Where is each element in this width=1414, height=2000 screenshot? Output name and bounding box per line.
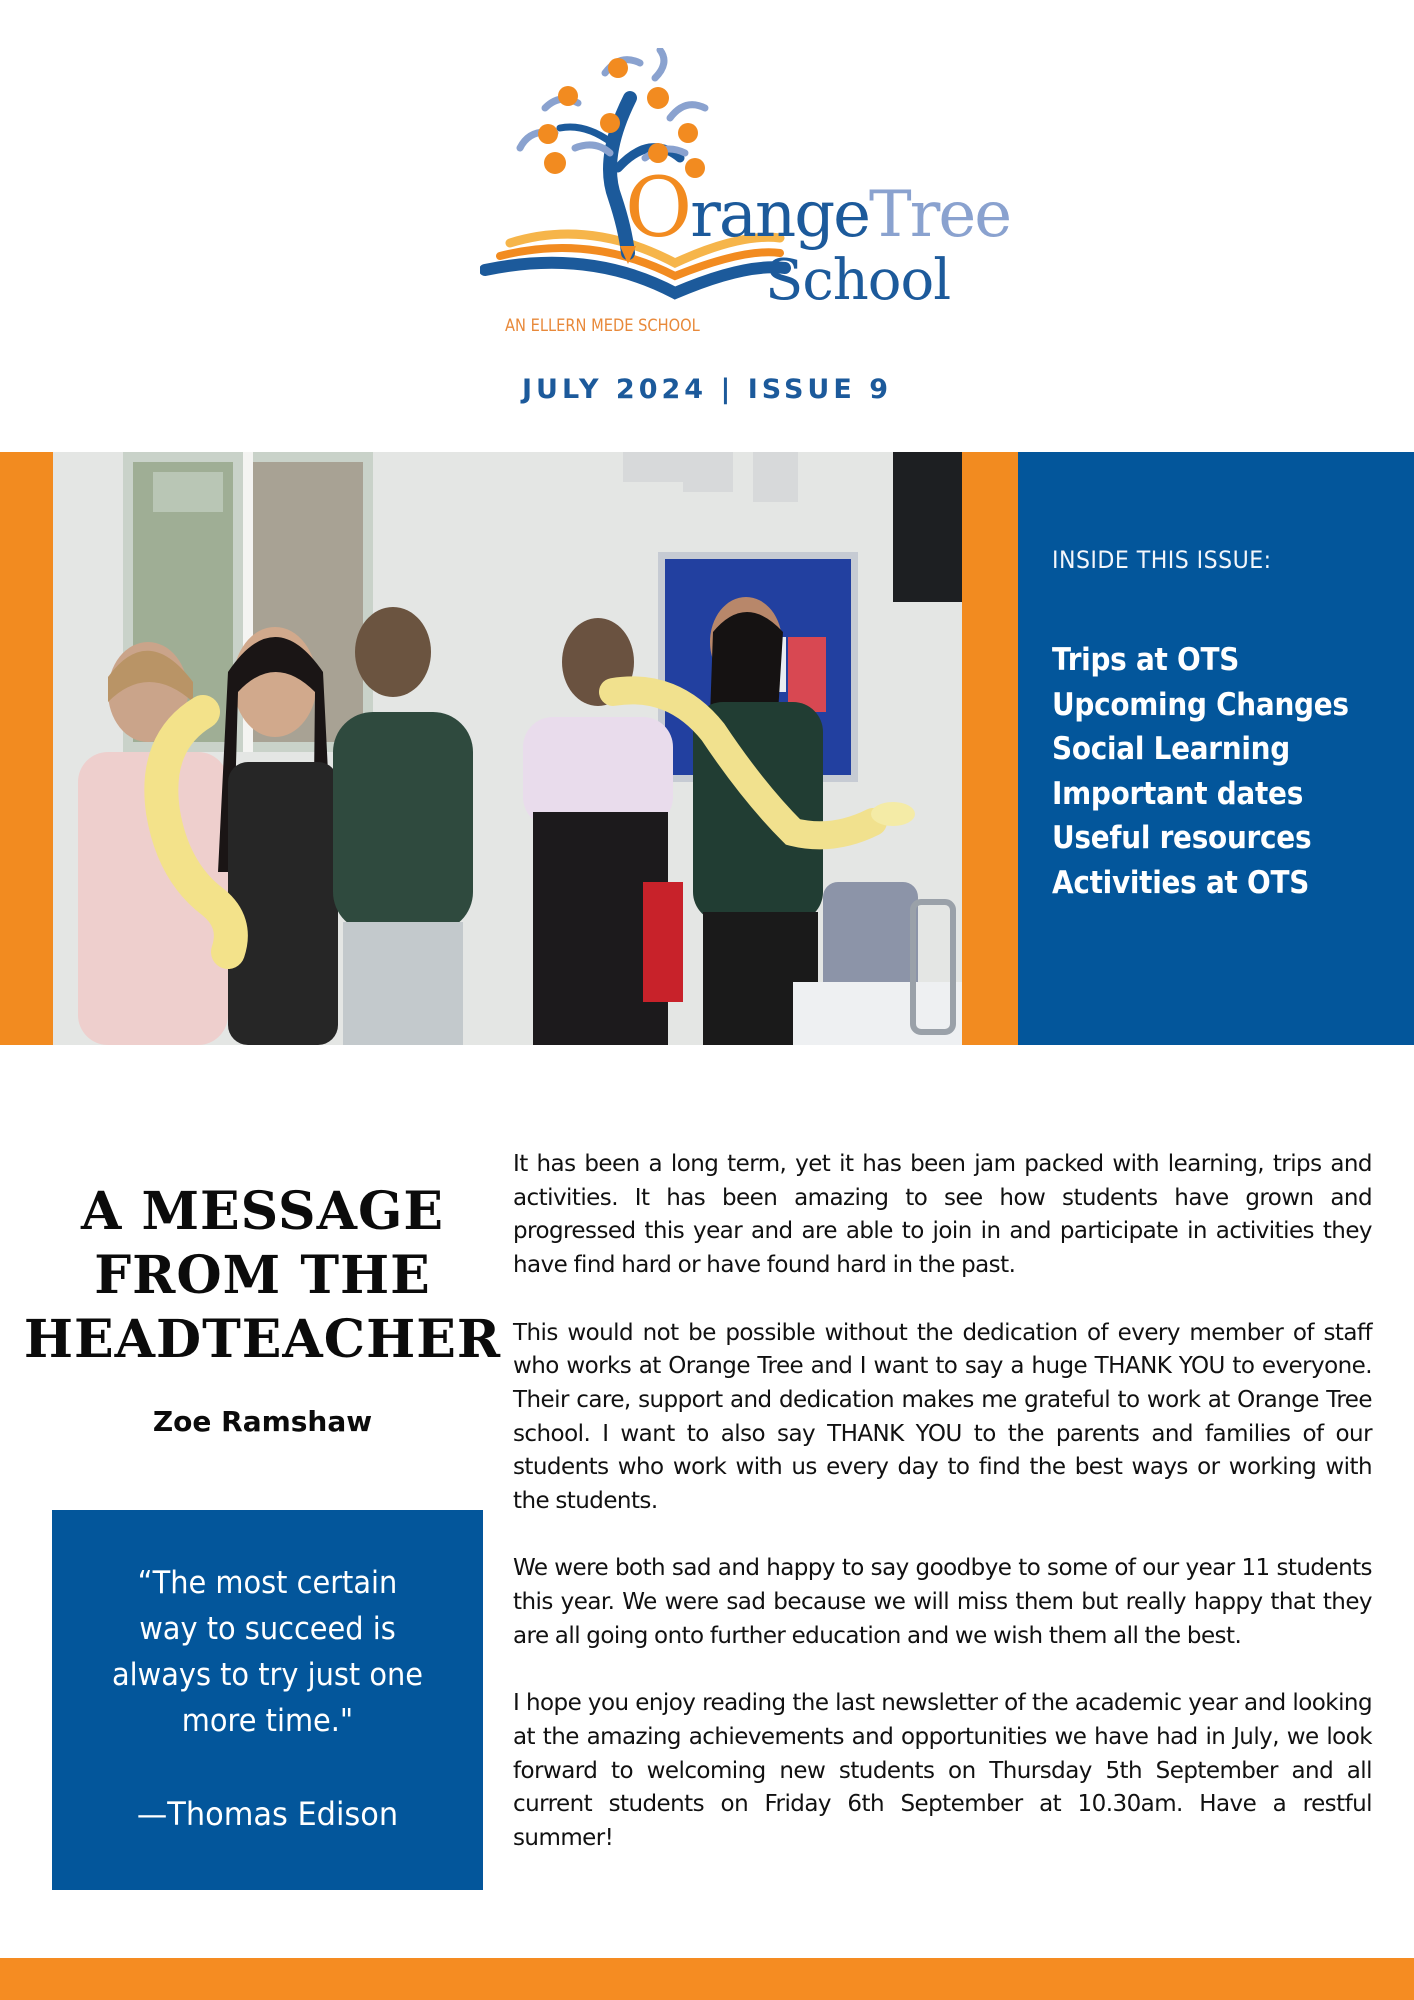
hero-band [0, 452, 1414, 1045]
orange-footer-bar [0, 1958, 1414, 2000]
logo-word-range: range [690, 178, 870, 252]
contents-item: Upcoming Changes [1052, 686, 1349, 723]
quote-line: always to try just one [111, 1657, 424, 1693]
contents-item: Important dates [1052, 775, 1304, 812]
orange-accent-band-left [0, 452, 53, 1045]
author-name: Zoe Ramshaw [152, 1405, 373, 1438]
headteacher-message-title [20, 1180, 505, 1372]
message-paragraph: It has been a long term, yet it has been jam packed with learning, trips and activities. It has been amazing to see how students have grown and progressed this year and are able to join in and participate in activities they have find hard or have found hard in the past. [513, 1151, 1372, 1279]
contents-list [1052, 638, 1382, 905]
logo-letter-o: O [625, 161, 691, 256]
contents-item: Social Learning [1052, 731, 1290, 767]
message-paragraph: We were both sad and happy to say goodbye to some of our year 11 students this year. We were sad because we will miss them but really happy that they are all going onto further education and we wish them all the best. [513, 1555, 1372, 1649]
message-paragraph: This would not be possible without the dedication of every member of staff who works at Orange Tree and I want to say a huge THANK YOU to everyone. Their care, support and dedication makes me grateful to work at Orange Tree school. I want to also say THANK YOU to the parents and families of our students who work with us every day to find the best ways or working with the students. [513, 1319, 1372, 1515]
quote-line: “The most certain [137, 1565, 398, 1601]
issue-date-line: JULY 2024 | ISSUE 9 [521, 374, 892, 405]
contents-item: Useful resources [1052, 820, 1312, 856]
inside-this-issue-heading: INSIDE THIS ISSUE: [1052, 546, 1272, 574]
inside-this-issue-panel [1018, 452, 1414, 1045]
title-line: A MESSAGE [81, 1181, 444, 1242]
quote-attribution: —Thomas Edison [136, 1795, 399, 1833]
quote-line: way to succeed is [139, 1611, 396, 1647]
quote-line: more time." [181, 1703, 354, 1739]
logo-wordmark-orange-tree [625, 161, 1011, 256]
logo-word-tree: Tree [869, 178, 1011, 252]
title-line: FROM THE [94, 1245, 431, 1306]
message-paragraph: I hope you enjoy reading the last newsletter of the academic year and looking at the amazing achievements and opportunities we have had in July, we look forward to welcoming new students on Thursday 5th September and all current students on Friday 6th September at 10.30am. Have a restful summer! [513, 1690, 1372, 1852]
orange-accent-band-right [962, 452, 1018, 1045]
quote-text [62, 1560, 473, 1744]
title-line: HEADTEACHER [23, 1309, 502, 1370]
classroom-snake-photo-illustration [53, 452, 962, 1045]
quote-box [52, 1510, 483, 1890]
message-body [513, 1148, 1372, 1889]
contents-item: Activities at OTS [1052, 864, 1310, 901]
school-logo [480, 48, 1011, 343]
logo-tagline: AN ELLERN MEDE SCHOOL [505, 316, 700, 336]
logo-wordmark-school: School [765, 248, 951, 313]
cover-photo [53, 452, 962, 1045]
contents-item: Trips at OTS [1052, 642, 1240, 678]
